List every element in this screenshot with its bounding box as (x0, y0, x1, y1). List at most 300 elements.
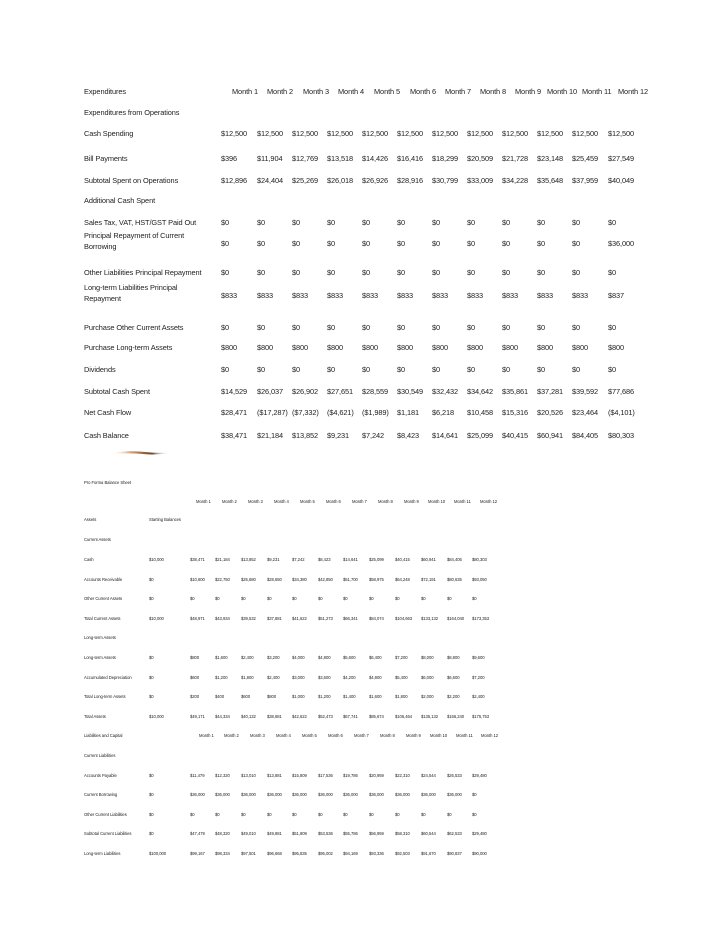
table-cell: $0 (362, 218, 371, 227)
table-cell: $6,218 (432, 408, 455, 417)
table-cell: $7,242 (292, 557, 305, 562)
table-cell: $0 (397, 365, 406, 374)
table-cell: $800 (362, 343, 379, 352)
table-cell: $43,934 (215, 616, 230, 621)
table-cell: $600 (241, 694, 251, 699)
row-label: Cash Spending (84, 129, 134, 138)
table-cell: $800 (257, 343, 274, 352)
table-cell: $22,750 (215, 577, 230, 582)
table-cell: $9,231 (267, 557, 280, 562)
table-cell: $0 (215, 812, 220, 817)
column-header-month: Month 10 (428, 499, 446, 504)
column-header-month: Month 8 (480, 87, 507, 96)
table-cell: $20,526 (537, 408, 564, 417)
table-cell: $49,881 (267, 831, 282, 836)
column-header-month: Month 4 (276, 733, 291, 738)
table-cell: $77,686 (608, 387, 635, 396)
table-cell: $1,181 (397, 408, 420, 417)
table-cell: $0 (502, 365, 511, 374)
table-cell: $0 (537, 323, 546, 332)
table-cell: $12,500 (362, 129, 389, 138)
column-header-month: Month 9 (404, 499, 419, 504)
table-cell: $0 (190, 596, 195, 601)
table-cell: $42,850 (318, 577, 333, 582)
table-cell: $800 (608, 343, 625, 352)
table-cell: $833 (572, 291, 589, 300)
table-cell: $6,000 (421, 675, 434, 680)
table-cell: $0 (362, 323, 371, 332)
table-cell: $0 (572, 239, 581, 248)
table-cell: $25,680 (241, 577, 256, 582)
table-cell: $0 (215, 596, 220, 601)
table-cell: $26,018 (327, 176, 354, 185)
table-cell: $23,464 (572, 408, 599, 417)
table-cell: $0 (537, 268, 546, 277)
table-cell: $48,971 (190, 616, 205, 621)
row-label: Current Borrowing (84, 792, 118, 797)
table-cell: $38,681 (267, 714, 282, 719)
table-cell: $0 (190, 812, 195, 817)
table-cell: $0 (608, 323, 617, 332)
column-header-month: Month 3 (303, 87, 330, 96)
table-cell: $0 (608, 268, 617, 277)
table-cell: $800 (190, 655, 200, 660)
table-cell: $600 (190, 675, 200, 680)
table-cell: $0 (432, 365, 441, 374)
table-cell: $0 (502, 218, 511, 227)
table-cell: $0 (472, 792, 477, 797)
table-cell: $0 (369, 812, 374, 817)
table-cell: $1,800 (241, 675, 254, 680)
row-label: Other Current Assets (84, 596, 123, 601)
table-cell: $90,837 (447, 851, 462, 856)
table-cell: $3,000 (292, 675, 305, 680)
starting-balance-cell: $0 (149, 831, 154, 836)
table-cell: $49,171 (190, 714, 205, 719)
table-cell: $0 (572, 323, 581, 332)
starting-balance-cell: $0 (149, 773, 154, 778)
table-cell: $0 (397, 323, 406, 332)
row-label: Bill Payments (84, 154, 128, 163)
table-cell: $36,000 (215, 792, 230, 797)
table-cell: $32,432 (432, 387, 459, 396)
table-cell: ($1,989) (362, 408, 389, 417)
table-cell: $30,799 (432, 176, 459, 185)
row-label: Other Liabilities Principal Repayment (84, 268, 202, 277)
table-cell: $0 (502, 268, 511, 277)
table-cell: $2,400 (267, 675, 280, 680)
table-cell: $91,670 (421, 851, 436, 856)
table-cell: $0 (257, 365, 266, 374)
column-header-month: Month 5 (374, 87, 401, 96)
table-cell: $40,415 (395, 557, 410, 562)
starting-balance-cell: $0 (149, 812, 154, 817)
column-header-month: Month 9 (515, 87, 542, 96)
table-cell: $2,400 (241, 655, 254, 660)
table-cell: $28,559 (362, 387, 389, 396)
row-label: Current Assets (84, 537, 111, 542)
table-cell: $36,000 (190, 792, 205, 797)
table-cell: $12,500 (608, 129, 635, 138)
table-cell: $0 (432, 268, 441, 277)
table-cell: $0 (327, 365, 336, 374)
table-cell: $20,959 (369, 773, 384, 778)
table-cell: $36,000 (447, 792, 462, 797)
table-cell: $133,132 (421, 616, 439, 621)
table-cell: $396 (221, 154, 238, 163)
table-cell: $72,191 (421, 577, 436, 582)
table-cell: $84,405 (447, 557, 462, 562)
table-cell: $0 (467, 365, 476, 374)
table-cell: $13,881 (267, 773, 282, 778)
row-label: Borrowing (84, 242, 117, 251)
table-cell: $98,334 (215, 851, 230, 856)
row-label: Sales Tax, VAT, HST/GST Paid Out (84, 218, 197, 227)
table-cell: $51,809 (292, 831, 307, 836)
table-cell: $0 (467, 239, 476, 248)
table-cell: $19,786 (343, 773, 358, 778)
table-cell: $27,549 (608, 154, 635, 163)
table-cell: $0 (327, 239, 336, 248)
table-cell: $833 (362, 291, 379, 300)
table-cell: $29,480 (472, 831, 487, 836)
table-cell: $0 (267, 596, 272, 601)
table-cell: $837 (608, 291, 625, 300)
table-cell: $85,674 (369, 714, 384, 719)
column-header-month: Month 11 (456, 733, 473, 738)
row-label: Cash Balance (84, 431, 129, 440)
table-cell: $6,600 (447, 675, 460, 680)
table-cell: $800 (432, 343, 449, 352)
table-cell: $0 (292, 239, 301, 248)
table-cell: $39,532 (241, 616, 256, 621)
table-cell: $166,240 (447, 714, 465, 719)
table-cell: $60,941 (537, 431, 564, 440)
table-cell: $5,600 (343, 655, 356, 660)
table-cell: $42,622 (292, 714, 307, 719)
table-cell: $35,648 (537, 176, 564, 185)
table-cell: $38,471 (221, 431, 248, 440)
table-cell: $833 (432, 291, 449, 300)
table-cell: $800 (537, 343, 554, 352)
table-cell: $0 (267, 812, 272, 817)
row-label: Purchase Other Current Assets (84, 323, 184, 332)
table-cell: $67,741 (343, 714, 358, 719)
table-cell: $15,316 (502, 408, 529, 417)
table-cell: $60,941 (421, 557, 436, 562)
table-cell: $12,500 (537, 129, 564, 138)
table-cell: $0 (502, 239, 511, 248)
table-cell: $14,426 (362, 154, 389, 163)
table-cell: $8,000 (421, 655, 434, 660)
column-header-month: Month 7 (445, 87, 472, 96)
row-label: Total Assets (84, 714, 106, 719)
table-cell: $12,500 (397, 129, 424, 138)
row-label: Total Long-term Assets (84, 694, 126, 699)
table-cell: $39,592 (572, 387, 599, 396)
table-cell: $34,642 (467, 387, 494, 396)
table-cell: $0 (467, 268, 476, 277)
table-cell: $80,635 (447, 577, 462, 582)
table-cell: $0 (397, 218, 406, 227)
table-cell: ($4,101) (608, 408, 635, 417)
table-cell: $7,242 (362, 431, 385, 440)
table-cell: $18,299 (432, 154, 459, 163)
column-header-month: Month 11 (582, 87, 612, 96)
column-header-month: Month 2 (267, 87, 294, 96)
table-cell: $51,700 (343, 577, 358, 582)
column-header-month: Month 8 (378, 499, 393, 504)
table-cell: $12,896 (221, 176, 248, 185)
table-cell: $0 (343, 596, 348, 601)
table-cell: $0 (472, 596, 477, 601)
table-cell: $4,200 (343, 675, 356, 680)
table-cell: $0 (432, 239, 441, 248)
column-header-month: Month 8 (380, 733, 395, 738)
column-header-month: Month 9 (406, 733, 421, 738)
table-cell: ($17,287) (257, 408, 288, 417)
starting-balance-cell: $0 (149, 675, 154, 680)
table-cell: $66,341 (343, 616, 358, 621)
table-cell: $0 (292, 365, 301, 374)
table-cell: $800 (327, 343, 344, 352)
column-header-month: Month 6 (328, 733, 343, 738)
table-cell: $0 (362, 365, 371, 374)
table-cell: $0 (292, 812, 297, 817)
column-header-month: Month 2 (222, 499, 237, 504)
table-cell: $0 (397, 239, 406, 248)
table-cell: $55,786 (343, 831, 358, 836)
table-cell: $25,269 (292, 176, 319, 185)
table-cell: $12,500 (327, 129, 354, 138)
table-cell: $25,099 (369, 557, 384, 562)
table-cell: $92,503 (395, 851, 410, 856)
table-cell: $21,184 (257, 431, 284, 440)
table-cell: $26,533 (447, 773, 462, 778)
table-cell: $23,148 (537, 154, 564, 163)
table-cell: $0 (572, 218, 581, 227)
table-cell: $400 (215, 694, 225, 699)
column-header-month: Month 12 (618, 87, 649, 96)
table-cell: $11,479 (190, 773, 205, 778)
table-cell: $99,167 (190, 851, 205, 856)
table-cell: $0 (327, 268, 336, 277)
table-cell: $21,184 (215, 557, 230, 562)
table-cell: $0 (608, 218, 617, 227)
column-header-month: Month 5 (302, 733, 317, 738)
table-cell: $0 (432, 323, 441, 332)
table-cell: $12,500 (257, 129, 284, 138)
table-cell: $0 (292, 323, 301, 332)
table-cell: $0 (221, 323, 230, 332)
table-cell: $8,423 (318, 557, 331, 562)
starting-balance-cell: $10,000 (149, 557, 164, 562)
table-cell: $36,000 (608, 239, 635, 248)
table-cell: $13,518 (327, 154, 354, 163)
table-cell: $64,248 (395, 577, 410, 582)
table-cell: $1,800 (395, 694, 408, 699)
table-cell: $0 (369, 596, 374, 601)
column-header-month: Month 3 (248, 499, 263, 504)
table-cell: $1,600 (215, 655, 228, 660)
table-cell: $36,000 (241, 792, 256, 797)
table-cell: $28,650 (267, 577, 282, 582)
table-cell: $60,544 (421, 831, 436, 836)
row-label: Dividends (84, 365, 116, 374)
table-cell: $0 (221, 365, 230, 374)
starting-balance-cell: $0 (149, 655, 154, 660)
column-header-month: Month 12 (480, 499, 498, 504)
column-header-month: Month 10 (430, 733, 448, 738)
table-cell: $12,500 (502, 129, 529, 138)
table-cell: $95,002 (318, 851, 333, 856)
table-cell: $3,600 (318, 675, 331, 680)
table-cell: $104,663 (395, 616, 413, 621)
table-cell: $833 (467, 291, 484, 300)
table-cell: $58,310 (395, 831, 410, 836)
table-cell: $0 (221, 268, 230, 277)
starting-balance-cell: $10,000 (149, 714, 164, 719)
table-cell: $800 (502, 343, 519, 352)
table-cell: $2,400 (472, 694, 485, 699)
table-cell: $135,132 (421, 714, 439, 719)
table-cell: $93,050 (472, 577, 487, 582)
table-cell: $4,800 (318, 655, 331, 660)
table-cell: $12,500 (432, 129, 459, 138)
table-cell: $0 (343, 812, 348, 817)
table-cell: $6,400 (369, 655, 382, 660)
row-label: Expenditures from Operations (84, 108, 180, 117)
row-label: Additional Cash Spent (84, 196, 156, 205)
table-cell: $0 (257, 239, 266, 248)
table-cell: $0 (292, 596, 297, 601)
table-cell: $20,509 (467, 154, 494, 163)
starting-balance-cell: $0 (149, 596, 154, 601)
table-cell: $51,273 (318, 616, 333, 621)
table-cell: $35,861 (502, 387, 529, 396)
table-cell: $0 (327, 218, 336, 227)
table-cell: $0 (395, 596, 400, 601)
table-cell: $164,040 (447, 616, 465, 621)
section-title: Pro Forma Balance Sheet (84, 480, 132, 485)
table-cell: $0 (397, 268, 406, 277)
starting-balance-cell: $0 (149, 694, 154, 699)
table-cell: $5,400 (395, 675, 408, 680)
table-cell: $13,010 (241, 773, 256, 778)
table-cell: $0 (502, 323, 511, 332)
table-cell: $800 (572, 343, 589, 352)
table-cell: $14,641 (432, 431, 459, 440)
table-cell: $0 (447, 596, 452, 601)
table-cell: $84,405 (572, 431, 599, 440)
table-cell: $0 (572, 268, 581, 277)
row-label: Current Liabilities (84, 753, 116, 758)
table-cell: $28,471 (221, 408, 248, 417)
table-cell: $12,500 (221, 129, 248, 138)
table-cell: $93,336 (369, 851, 384, 856)
table-cell: $12,500 (572, 129, 599, 138)
table-cell: $3,200 (267, 655, 280, 660)
table-cell: $48,320 (215, 831, 230, 836)
row-label: Total Current Assets (84, 616, 121, 621)
starting-balance-cell: $100,000 (149, 851, 167, 856)
table-cell: $0 (537, 365, 546, 374)
table-cell: $80,303 (472, 557, 487, 562)
table-cell: $173,353 (472, 616, 490, 621)
row-label: Cash (84, 557, 94, 562)
table-cell: $80,303 (608, 431, 635, 440)
table-cell: $40,049 (608, 176, 635, 185)
table-cell: $0 (257, 218, 266, 227)
table-cell: $0 (572, 365, 581, 374)
table-cell: $58,975 (369, 577, 384, 582)
column-header-month: Month 1 (199, 733, 214, 738)
table-cell: $800 (467, 343, 484, 352)
table-cell: $833 (292, 291, 309, 300)
column-header-month: Month 11 (454, 499, 471, 504)
row-label: Subtotal Cash Spent (84, 387, 150, 396)
column-header-month: Month 1 (196, 499, 211, 504)
table-cell: $21,728 (502, 154, 529, 163)
starting-balance-cell: $10,000 (149, 616, 164, 621)
table-cell: ($7,332) (292, 408, 319, 417)
table-cell: $7,200 (395, 655, 408, 660)
table-cell: $90,000 (472, 851, 487, 856)
row-label: Purchase Long-term Assets (84, 343, 173, 352)
liabilities-heading: Liabilities and Capital (84, 733, 123, 738)
table-cell: $22,310 (395, 773, 410, 778)
table-cell: $11,904 (257, 154, 283, 163)
row-label: Long-term Assets (84, 655, 116, 660)
table-cell: $0 (292, 218, 301, 227)
row-label: Repayment (84, 294, 121, 303)
table-cell: $36,000 (395, 792, 410, 797)
table-cell: $14,529 (221, 387, 248, 396)
table-cell: $10,458 (467, 408, 494, 417)
table-cell: $4,800 (369, 675, 382, 680)
table-cell: $0 (318, 812, 323, 817)
table-cell: $26,037 (257, 387, 284, 396)
table-cell: $36,000 (292, 792, 307, 797)
starting-balance-cell: $0 (149, 792, 154, 797)
table-cell: $106,464 (395, 714, 413, 719)
table-cell: $24,544 (421, 773, 436, 778)
table-cell: $833 (537, 291, 554, 300)
table-cell: $0 (241, 596, 246, 601)
table-cell: $53,536 (318, 831, 333, 836)
table-cell: $36,000 (343, 792, 358, 797)
table-cell: $36,000 (267, 792, 282, 797)
table-cell: $36,000 (318, 792, 333, 797)
table-cell: $0 (432, 218, 441, 227)
table-cell: $84,074 (369, 616, 384, 621)
table-cell: $0 (327, 323, 336, 332)
table-cell: $7,200 (472, 675, 485, 680)
table-cell: $833 (502, 291, 519, 300)
table-cell: $12,320 (215, 773, 230, 778)
table-cell: $12,500 (467, 129, 494, 138)
table-cell: $200 (190, 694, 200, 699)
table-cell: $833 (221, 291, 238, 300)
column-header-month: Month 1 (232, 87, 259, 96)
table-cell: $33,009 (467, 176, 494, 185)
column-header-month: Month 10 (547, 87, 578, 96)
table-cell: $0 (447, 812, 452, 817)
table-cell: $40,132 (241, 714, 256, 719)
row-label: Accounts Payable (84, 773, 117, 778)
row-label: Net Cash Flow (84, 408, 132, 417)
table-cell: $12,769 (292, 154, 319, 163)
